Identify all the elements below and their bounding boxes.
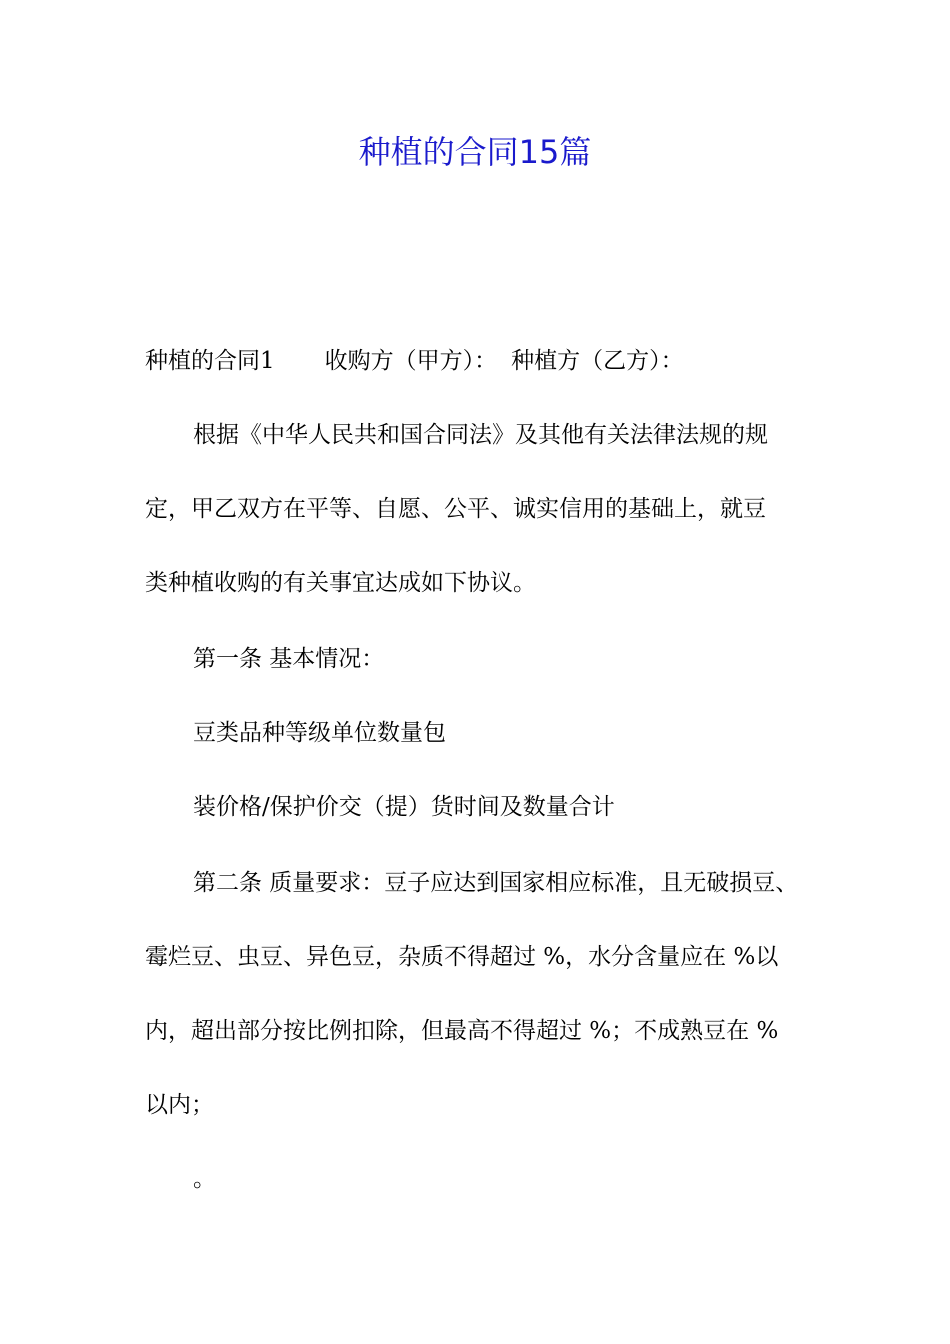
paragraph-line: 装价格/保护价交（提）货时间及数量合计	[193, 794, 615, 820]
grower-party-label: 种植方（乙方）：	[511, 348, 684, 374]
document-title: 种植的合同15篇	[358, 133, 592, 171]
contract-number: 种植的合同1	[145, 348, 275, 374]
paragraph-line: 豆类品种等级单位数量包	[193, 720, 446, 746]
paragraph-line: 根据《中华人民共和国合同法》及其他有关法律法规的规	[193, 422, 768, 448]
buyer-party-label: 收购方（甲方）：	[324, 348, 498, 374]
paragraph-line: 霉烂豆、虫豆、异色豆，杂质不得超过 %，水分含量应在 %以	[145, 944, 779, 970]
paragraph-line: 。	[193, 1166, 216, 1192]
paragraph-line: 类种植收购的有关事宜达成如下协议。	[145, 570, 536, 596]
article-heading: 第二条 质量要求：豆子应达到国家相应标准，且无破损豆、	[193, 870, 799, 896]
article-heading: 第一条 基本情况：	[193, 646, 385, 672]
paragraph-line: 内，超出部分按比例扣除，但最高不得超过 %；不成熟豆在 %	[145, 1018, 779, 1044]
paragraph-line: 以内；	[145, 1092, 214, 1118]
contract-header-line	[145, 345, 684, 377]
paragraph-line: 定，甲乙双方在平等、自愿、公平、诚实信用的基础上，就豆	[145, 496, 766, 522]
